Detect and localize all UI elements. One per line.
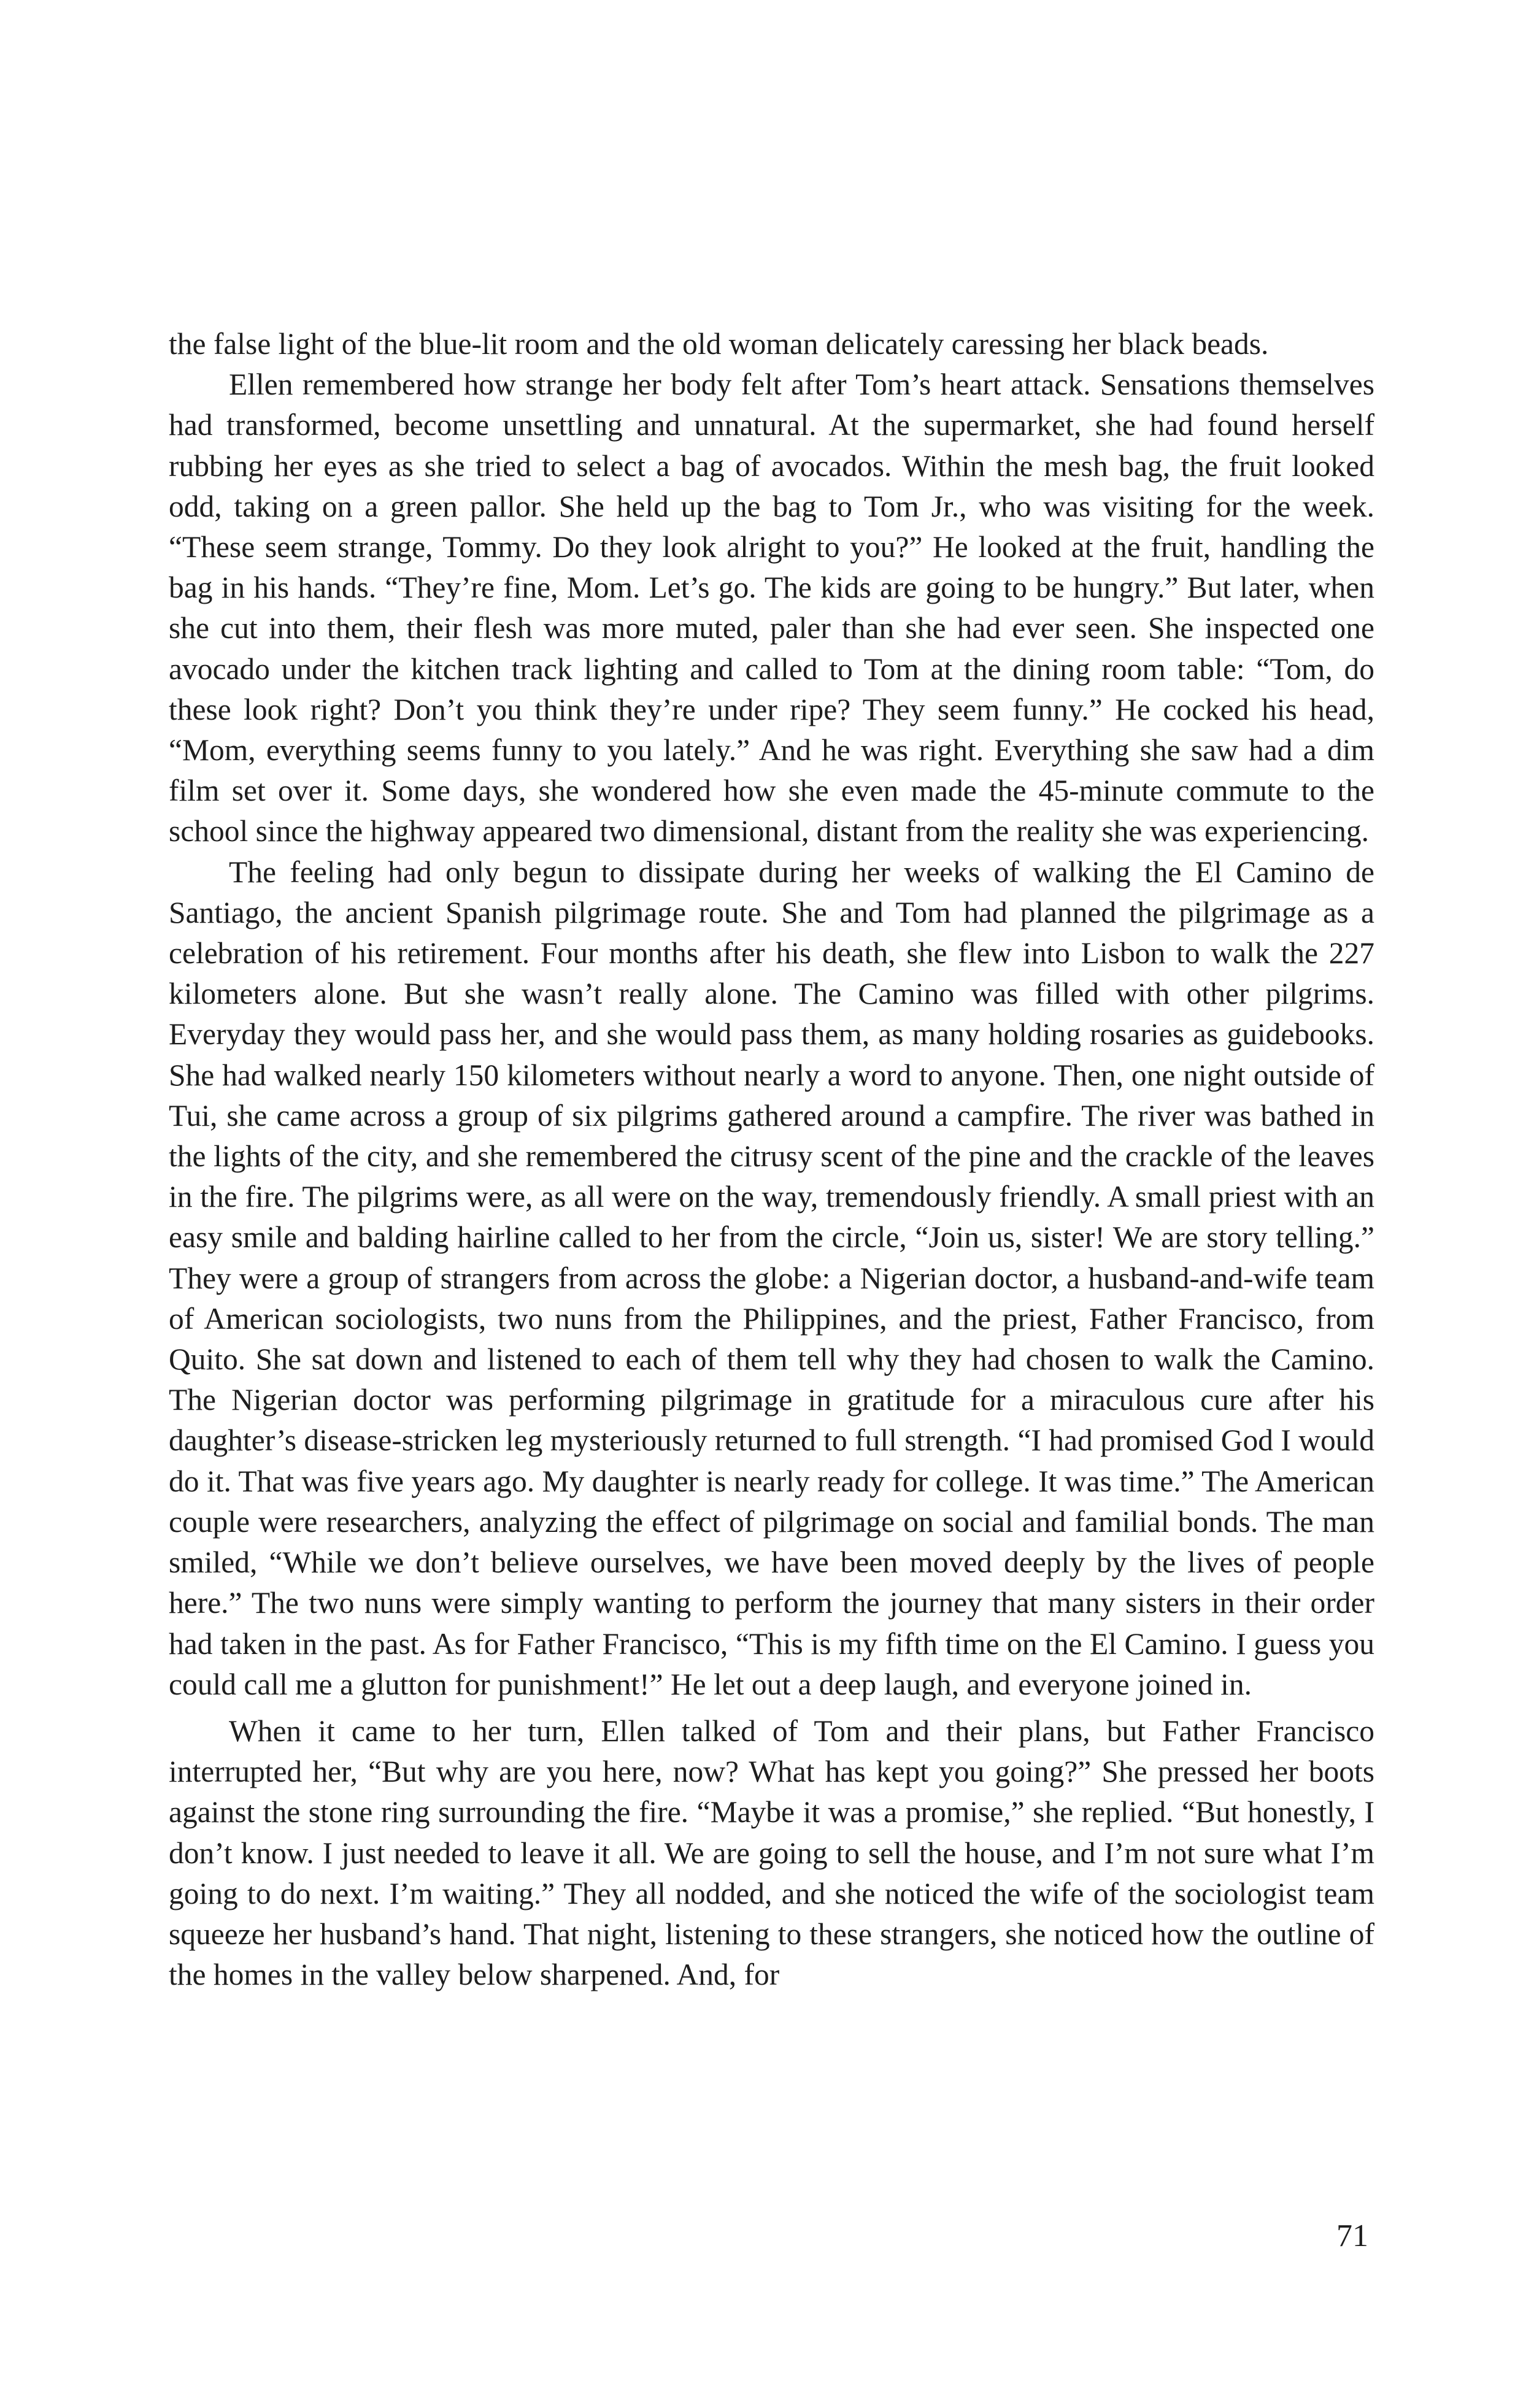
paragraph-camino: The feeling had only begun to dissipate during her weeks of walking the El Camino de Santiago, the ancient Spanish pilgrimage route. She and Tom had planned the pilgrimage as a celebration of his retirement. Four months after his death, she flew into Lisbon to walk the 227 kilometers alone. But she wasn’t really alone. The Camino was filled with other pilgrims. Everyday they would pass her, and she would pass them, as many holding rosaries as guidebooks. She had walked nearly 150 kilometers without nearly a word to anyone. Then, one night outside of Tui, she came across a group of six pilgrims gathered around a campfire. The river was bathed in the lights of the city, and she remembered the citrusy scent of the pine and the crackle of the leaves in the fire. The pilgrims were, as all were on the way, tremendously friendly. A small priest with an easy smile and balding hairline called to her from the circle, “Join us, sister! We are story telling.” They were a group of strangers from across the globe: a Nigerian doctor, a husband-and-wife team of American sociologists, two nuns from the Philippines, and the priest, Father Francisco, from Quito. She sat down and listened to each of them tell why they had chosen to walk the Camino. The Nigerian doctor was performing pilgrimage in gratitude for a miraculous cure after his daughter’s disease-stricken leg mysteriously returned to full strength. “I had promised God I would do it. That was five years ago. My daughter is nearly ready for college. It was time.” The American couple were researchers, analyzing the effect of pilgrimage on social and familial bonds. The man smiled, “While we don’t believe ourselves, we have been moved deeply by the lives of people here.” The two nuns were simply wanting to perform the journey that many sisters in their order had taken in the past. As for Father Francisco, “This is my fifth time on the El Camino. I guess you could call me a glutton for punishment!” He let out a deep laugh, and everyone joined in.	[169, 855, 1374, 1701]
page-number: 71	[1336, 2218, 1368, 2253]
paragraph-ellen-turn: When it came to her turn, Ellen talked of Tom and their plans, but Father Francisco interrupted her, “But why are you here, now? What has kept you going?” She pressed her boots against the stone ring surrounding the fire. “Maybe it was a promise,” she replied. “But honestly, I don’t know. I just needed to leave it all. We are going to sell the house, and I’m not sure what I’m going to do next. I’m waiting.” They all nodded, and she noticed the wife of the sociologist team squeeze her husband’s hand. That night, listening to these strangers, she noticed how the outline of the homes in the valley below sharpened. And, for	[169, 1714, 1374, 1992]
body-text	[169, 324, 1374, 1995]
paragraph-continuation: the false light of the blue-lit room and the old woman delicately caressing her black beads.	[169, 327, 1269, 361]
paragraph-avocados: Ellen remembered how strange her body felt after Tom’s heart attack. Sensations themselves had transformed, become unsettling and unnatural. At the supermarket, she had found herself rubbing her eyes as she tried to select a bag of avocados. Within the mesh bag, the fruit looked odd, taking on a green pallor. She held up the bag to Tom Jr., who was visiting for the week. “These seem strange, Tommy. Do they look alright to you?” He looked at the fruit, handling the bag in his hands. “They’re fine, Mom. Let’s go. The kids are going to be hungry.” But later, when she cut into them, their flesh was more muted, paler than she had ever seen. She inspected one avocado under the kitchen track lighting and called to Tom at the dining room table: “Tom, do these look right? Don’t you think they’re under ripe? They seem funny.” He cocked his head, “Mom, everything seems funny to you lately.” And he was right. Everything she saw had a dim film set over it. Some days, she wondered how she even made the 45-minute commute to the school since the highway appeared two dimensional, distant from the reality she was experiencing.	[169, 367, 1374, 848]
